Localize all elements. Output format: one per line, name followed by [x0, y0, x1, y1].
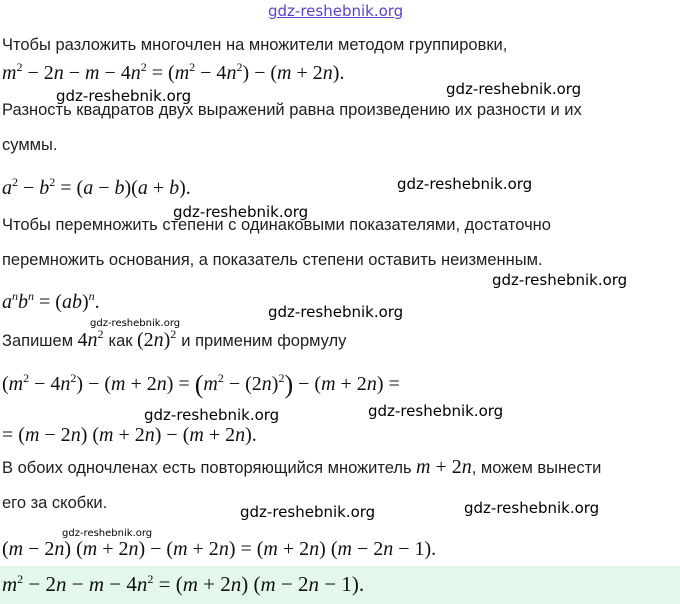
- watermark: gdz-reshebnik.org: [173, 203, 309, 221]
- formula-step-2: = (m − 2n) (m + 2n) − (m + 2n).: [2, 424, 257, 446]
- watermark: gdz-reshebnik.org: [144, 406, 280, 424]
- watermark: gdz-reshebnik.org: [56, 87, 192, 105]
- watermark: gdz-reshebnik.org: [240, 503, 376, 521]
- text-line-4: Чтобы перемножить степени с одинаковыми показателями, достаточно: [2, 216, 551, 234]
- watermark: gdz-reshebnik.org: [464, 499, 600, 517]
- text-line-7-part: , можем вынести: [471, 459, 602, 477]
- formula-step-1: $(m^2 - 4n^2) - (m + 2n) = (m^2 - (2n)^2) - (m + 2n)$ =: [2, 370, 400, 399]
- watermark: gdz-reshebnik.org: [492, 271, 628, 289]
- watermark: gdz-reshebnik.org: [62, 528, 153, 539]
- text-line-7-part: В обоих одночленах есть повторяющийся множитель: [2, 459, 412, 477]
- math-4n2: $4n^2$: [77, 327, 104, 351]
- text-line-6-part: и применим формулу: [181, 332, 347, 350]
- watermark: gdz-reshebnik.org: [90, 318, 181, 329]
- text-line-2: Разность квадратов двух выражений равна произведению их разности и их: [2, 101, 582, 119]
- formula-difference-of-squares: $a^2 - b^2 = (a - b)(a + b)$.: [2, 175, 191, 199]
- formula-answer: $m^2 - 2n - m - 4n^2 = (m + 2n) (m - 2n - 1)$.: [2, 572, 365, 596]
- watermark: gdz-reshebnik.org: [446, 80, 582, 98]
- formula-power-product: $a^nb^n = (ab)^n$.: [2, 289, 100, 313]
- math-m-plus-2n: m + 2n: [416, 456, 472, 478]
- text-line-5: перемножить основания, а показатель степени оставить неизменным.: [2, 251, 543, 269]
- watermark: gdz-reshebnik.org: [268, 303, 404, 321]
- formula-grouping: $m^2 - 2n - m - 4n^2 = (m^2 - 4n^2) - (m + 2n)$.: [2, 60, 345, 84]
- text-line-6-part: как: [108, 332, 133, 350]
- text-line-8: его за скобки.: [2, 494, 108, 512]
- text-line-1: Чтобы разложить многочлен на множители методом группировки,: [2, 36, 508, 54]
- formula-factor-out: (m − 2n) (m + 2n) − (m + 2n) = (m + 2n) (m − 2n − 1).: [2, 538, 437, 560]
- watermark: gdz-reshebnik.org: [368, 402, 504, 420]
- text-line-3: суммы.: [2, 136, 58, 154]
- text-line-6-part: Запишем: [2, 332, 74, 350]
- watermark-top[interactable]: gdz-reshebnik.org: [268, 2, 404, 20]
- watermark: gdz-reshebnik.org: [397, 175, 533, 193]
- text-line-7: [2, 456, 601, 479]
- text-line-6: [2, 329, 346, 352]
- math-2n-squared: $(2n)^2$: [136, 327, 177, 351]
